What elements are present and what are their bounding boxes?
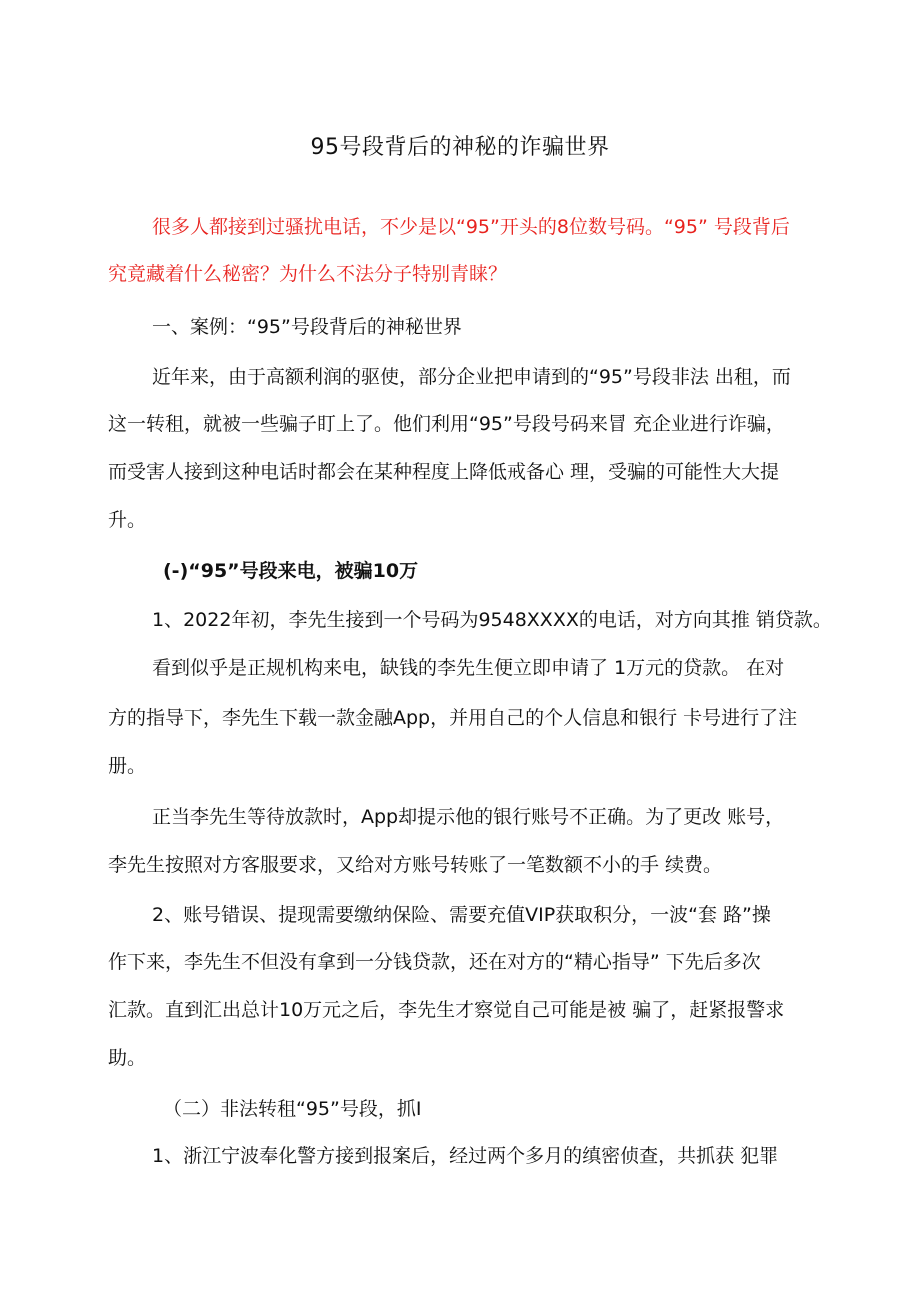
subsection-heading-1: (-)“95”号段来电，被骗10万 <box>163 560 419 582</box>
case-2-line-4: 助。 <box>108 1047 147 1069</box>
intro-line-2: 究竟藏着什么秘密？为什么不法分子特别青睐？ <box>108 263 508 285</box>
case-2-line-2: 作下来，李先生不但没有拿到一分钱贷款，还在对方的“精心指导” 下先后多次 <box>108 951 761 973</box>
paragraph-1-line-3: 而受害人接到这种电话时都会在某种程度上降低戒备心 理，受骗的可能性大大提 <box>108 461 780 483</box>
case-1-line-3: 方的指导下，李先生下载一款金融App，并用自己的个人信息和银行 卡号进行了注 <box>108 707 798 729</box>
paragraph-1-line-4: 升。 <box>108 509 147 531</box>
case-2-line-1: 2、账号错误、提现需要缴纳保险、需要充值VIP获取积分，一波“套 路”操 <box>152 904 771 926</box>
intro-line-1: 很多人都接到过骚扰电话，不少是以“95”开头的8位数号码。“95” 号段背后 <box>152 216 790 238</box>
paragraph-2-line-1: 正当李先生等待放款时，App却提示他的银行账号不正确。为了更改 账号， <box>152 806 785 828</box>
paragraph-1-line-2: 这一转租，就被一些骗子盯上了。他们利用“95”号段号码来冒 充企业进行诈骗， <box>108 413 785 435</box>
case-1-line-1: 1、2022年初，李先生接到一个号码为9548XXXX的电话，对方向其推 销贷款。 <box>152 609 832 631</box>
subsection-heading-2: （二）非法转租“95”号段，抓I <box>163 1098 422 1120</box>
case-1-line-4: 册。 <box>108 755 147 777</box>
section-heading-1: 一、案例：“95”号段背后的神秘世界 <box>152 316 462 338</box>
paragraph-1-line-1: 近年来，由于高额利润的驱使，部分企业把申请到的“95”号段非法 出租，而 <box>152 366 791 388</box>
case-1-line-2: 看到似乎是正规机构来电，缺钱的李先生便立即申请了 1万元的贷款。 在对 <box>152 657 785 679</box>
paragraph-2-line-2: 李先生按照对方客服要求，又给对方账号转账了一笔数额不小的手 续费。 <box>108 854 723 876</box>
case-2-line-3: 汇款。直到汇出总计10万元之后，李先生才察觉自己可能是被 骗了，赶紧报警求 <box>108 999 785 1021</box>
case-3-line-1: 1、浙江宁波奉化警方接到报案后，经过两个多月的缜密侦查，共抓获 犯罪 <box>152 1145 779 1167</box>
document-title: 95号段背后的神秘的诈骗世界 <box>310 135 610 160</box>
